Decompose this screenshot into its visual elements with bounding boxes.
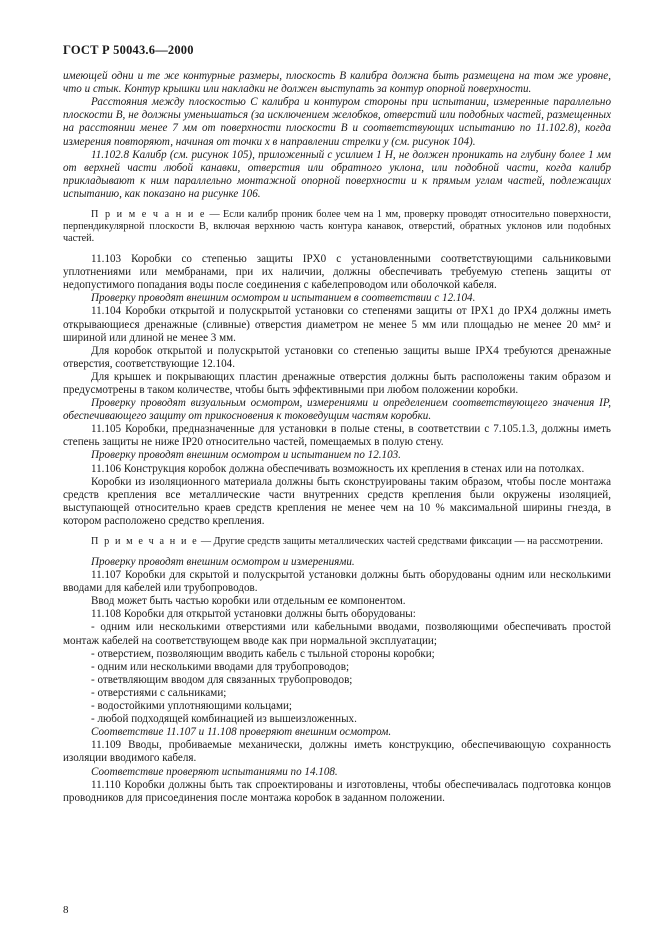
clause-11-110: 11.110 Коробки должны быть так спроектированы и изготовлены, чтобы обеспечивалась подготовка концов проводников для присоединения после монтажа коробок в заданном положении. bbox=[63, 778, 611, 804]
list-item: - отверстием, позволяющим вводить кабель с тыльной стороны коробки; bbox=[91, 647, 435, 660]
clause-11-109-check: Соответствие проверяют испытаниями по 14.108. bbox=[91, 765, 338, 778]
clause-11-103: 11.103 Коробки со степенью защиты IPX0 с установленными соответствующими сальниковыми уплотнениями или мембранами, при их наличии, должны обеспечивать требуемую степень защиты от недопустимого попадания воды после соединения с кабелепроводом или оболочкой кабеля. bbox=[63, 253, 611, 292]
clause-11-108-check: Соответствие 11.107 и 11.108 проверяют внешним осмотром. bbox=[91, 726, 392, 739]
clause-11-109: 11.109 Вводы, пробиваемые механически, должны иметь конструкцию, обеспечивающую сохранность изоляции вводимого кабеля. bbox=[63, 739, 611, 765]
note-text: — Если калибр проник более чем на 1 мм, проверку проводят относительно поверхности, перпендикулярной плоскости B, включая верхнюю часть контура канавок, отверстий, обратных уклонов или подобных частей. bbox=[63, 209, 612, 245]
clause-11-103-check: Проверку проводят внешним осмотром и испытанием в соответствии с 12.104. bbox=[91, 292, 476, 305]
clause-11-107-b: Ввод может быть частью коробки или отдельным ее компонентом. bbox=[91, 595, 406, 608]
note-1 bbox=[63, 209, 611, 245]
clause-11-106-b: Коробки из изоляционного материала должны быть сконструированы таким образом, чтобы после монтажа средств крепления все металлические части внутренних средств крепления были окружены изоляцией, выступающей относительно краев средств крепления не менее чем на 10 % максимальной ширины гнезда, в котором расположено средство крепления. bbox=[63, 475, 611, 527]
clause-11-104-c: Для крышек и покрывающих пластин дренажные отверстия должны быть расположены таким образом и предусмотрены в таком количестве, чтобы быть эффективными при любом положении коробки. bbox=[63, 370, 611, 396]
list-item: - ответвляющим вводом для связанных трубопроводов; bbox=[91, 673, 353, 686]
clause-11-104-b: Для коробок открытой и полускрытой установки со степенью защиты выше IPX4 требуются дренажные отверстия, соответствующие 12.104. bbox=[63, 344, 611, 370]
note-label: П р и м е ч а н и е bbox=[91, 209, 207, 221]
clause-11-107: 11.107 Коробки для скрытой и полускрытой установки должны быть оборудованы одним или несколькими вводами для кабелей или трубопроводов. bbox=[63, 569, 611, 595]
clause-11-106: 11.106 Конструкция коробок должна обеспечивать возможность их крепления в стенах или на потолках. bbox=[91, 462, 585, 475]
list-item: - одним или несколькими отверстиями или кабельными вводами, позволяющими обеспечивать простой монтаж кабелей на соответствующем вводе как при нормальной эксплуатации; bbox=[63, 621, 611, 647]
page-header: ГОСТ Р 50043.6—2000 bbox=[63, 43, 194, 57]
note-text: — Другие средств защиты металлических частей средствами фиксации — на рассмотрении. bbox=[198, 536, 603, 547]
paragraph-continuation: имеющей одни и те же контурные размеры, плоскость B калибра должна быть размещена на том же уровне, что и стык. Контур крышки или накладки не должен выступать за контур опорной поверхности. bbox=[63, 70, 611, 96]
note-label: П р и м е ч а н и е bbox=[91, 536, 199, 547]
check-measurements: Проверку проводят внешним осмотром и измерениями. bbox=[91, 556, 355, 568]
page-number: 8 bbox=[63, 904, 69, 916]
clause-11-108: 11.108 Коробки для открытой установки должны быть оборудованы: bbox=[91, 608, 416, 621]
document-page bbox=[63, 44, 611, 805]
clause-11-104-check: Проверку проводят визуальным осмотром, измерениями и определением соответствующего значения IP, обеспечивающего защиту от прикосновения к токоведущим частям коробки. bbox=[63, 397, 611, 423]
list-item: - отверстиями с сальниками; bbox=[91, 686, 227, 699]
list-item: - одним или несколькими вводами для трубопроводов; bbox=[91, 660, 350, 673]
note-2 bbox=[63, 536, 611, 548]
clause-11-105-check: Проверку проводят внешним осмотром и испытанием по 12.103. bbox=[91, 449, 401, 462]
list-item: - любой подходящей комбинацией из вышеизложенных. bbox=[91, 713, 357, 726]
clause-11-104: 11.104 Коробки открытой и полускрытой установки со степенями защиты от IPX1 до IPX4 должны иметь открывающиеся дренажные (сливные) отверстия диаметром не менее 5 мм или площадью не менее 20 мм² и шириной или длиной не менее 3 мм. bbox=[63, 305, 611, 344]
paragraph-distances: Расстояния между плоскостью C калибра и контуром стороны при испытании, измеренные параллельно плоскости B, не должны уменьшаться (за исключением желобков, отверстий или подобных частей, размещенных на расстоянии менее 7 мм от поверхности плоскости B и соответствующих испытанию по 11.102.8), когда измерения повторяют, начиная от точки x в направлении стрелки y (см. рисунок 104). bbox=[63, 96, 611, 148]
clause-11-105: 11.105 Коробки, предназначенные для установки в полые стены, в соответствии с 7.105.1.3, должны иметь степень защиты не ниже IP20 относительно частей, помещаемых в полую стену. bbox=[63, 423, 611, 449]
clause-11-102-8: 11.102.8 Калибр (см. рисунок 105), приложенный с усилием 1 Н, не должен проникать на глубину более 1 мм от верхней части любой канавки, отверстия или обратного уклона, или подобной части, когда калибр прикладывают к ним параллельно монтажной опорной поверхности и к прямым углам частей, подлежащих испытанию, как показано на рисунке 106. bbox=[63, 148, 611, 200]
list-item: - водостойкими уплотняющими кольцами; bbox=[91, 700, 293, 713]
